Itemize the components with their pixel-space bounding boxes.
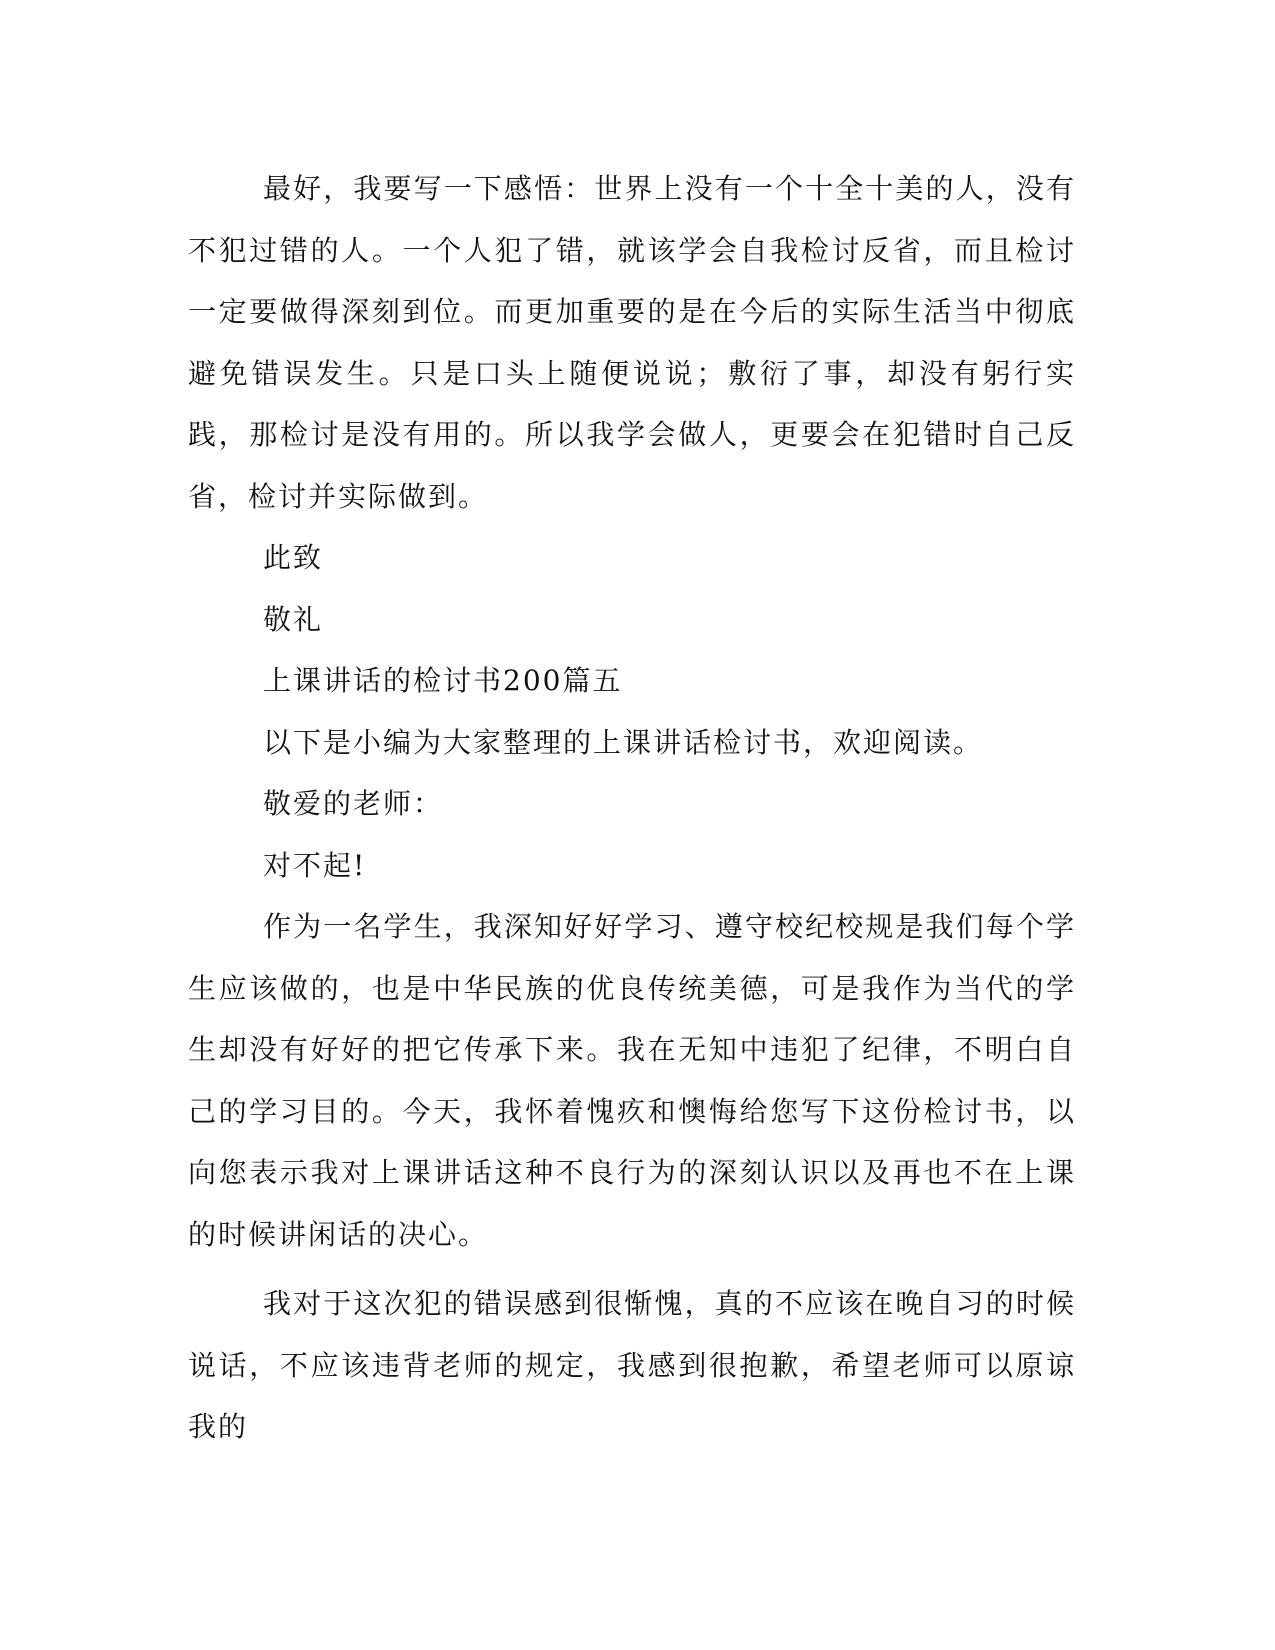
apology-line: 对不起!: [263, 848, 367, 882]
section-heading: 上课讲话的检讨书200篇五: [263, 664, 623, 697]
paragraph-regret: 我对于这次犯的错误感到很惭愧，真的不应该在晚自习的时候说话，不应该违背老师的规定，我感到很抱歉，希望老师可以原谅我的: [188, 1287, 1076, 1443]
closing-jingli: 敬礼: [263, 602, 324, 636]
paragraph-reflection: 最好，我要写一下感悟：世界上没有一个十全十美的人，没有不犯过错的人。一个人犯了错，就该学会自我检讨反省，而且检讨一定要做得深刻到位。而更加重要的是在今后的实际生活当中彻底避免错误发生。只是口头上随便说说；敷衍了事，却没有躬行实践，那检讨是没有用的。所以我学会做人，更要会在犯错时自己反省，检讨并实际做到。: [188, 172, 1076, 513]
intro-line: 以下是小编为大家整理的上课讲话检讨书，欢迎阅读。: [263, 725, 984, 759]
salutation: 敬爱的老师：: [263, 787, 444, 820]
document-body: [188, 158, 1076, 1458]
closing-cizhi: 此致: [263, 541, 324, 574]
paragraph-student-duty: 作为一名学生，我深知好好学习、遵守校纪校规是我们每个学生应该做的，也是中华民族的优良传统美德，可是我作为当代的学生却没有好好的把它传承下来。我在无知中违犯了纪律，不明白自己的学习目的。今天，我怀着愧疚和懊悔给您写下这份检讨书，以向您表示我对上课讲话这种不良行为的深刻认识以及再也不在上课的时候讲闲话的决心。: [188, 910, 1076, 1251]
